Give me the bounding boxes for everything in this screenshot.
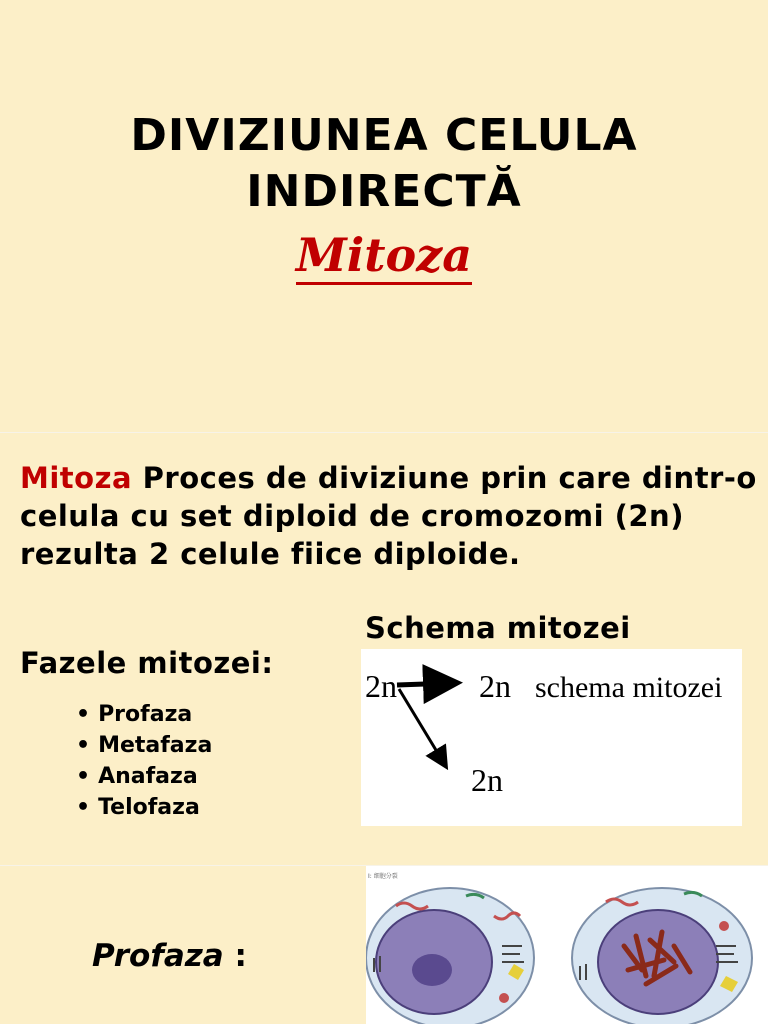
mitosis-schema-image xyxy=(361,649,742,826)
image-caption: I: 细胞分裂 xyxy=(368,873,398,880)
prophase-slide xyxy=(0,866,768,1024)
cell-late-prophase xyxy=(572,888,752,1024)
prophase-cells-illustration xyxy=(366,866,768,1024)
schema-caption: schema mitozei xyxy=(535,671,723,704)
schema-child-top-label: 2n xyxy=(479,668,511,704)
definition-slide xyxy=(0,433,768,865)
prophase-label xyxy=(92,938,247,974)
arrow-right xyxy=(397,683,453,685)
mitosis-schema-diagram xyxy=(361,649,742,826)
schema-parent-label: 2n xyxy=(365,668,397,704)
phases-list xyxy=(76,699,212,823)
phase-item-metafaza: • Metafaza xyxy=(76,730,212,761)
definition-keyword: Mitoza xyxy=(20,461,133,495)
title-line-2: INDIRECTĂ xyxy=(246,166,522,217)
definition-text: Proces de diviziune prin care dintr-o celula cu set diploid de cromozomi (2n) rezulta 2 celule fiice diploide. xyxy=(20,461,757,571)
prophase-cells-image xyxy=(366,866,768,1024)
arrow-down xyxy=(399,689,445,765)
slide-subtitle xyxy=(0,228,768,282)
phase-item-anafaza: • Anafaza xyxy=(76,761,212,792)
title-slide xyxy=(0,0,768,432)
phase-item-telofaza: • Telofaza xyxy=(76,792,212,823)
prophase-label-colon: : xyxy=(234,938,247,974)
subtitle-text: Mitoza xyxy=(296,228,472,285)
definition-paragraph xyxy=(20,459,760,573)
schema-title: Schema mitozei xyxy=(365,611,631,645)
cell-early-prophase xyxy=(366,888,534,1024)
slide-title xyxy=(0,108,768,220)
schema-child-bottom-label: 2n xyxy=(471,762,503,798)
phase-item-profaza: • Profaza xyxy=(76,699,212,730)
phases-title: Fazele mitozei: xyxy=(20,646,274,680)
title-line-1: DIVIZIUNEA CELULA xyxy=(130,110,638,161)
prophase-label-text: Profaza xyxy=(92,938,224,974)
